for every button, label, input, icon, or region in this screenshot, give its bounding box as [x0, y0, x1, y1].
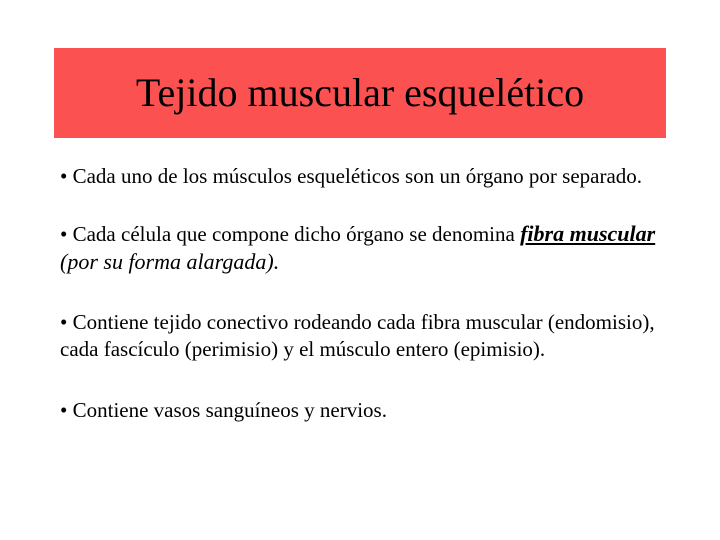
title-banner [54, 48, 666, 138]
bullet-item-2 [60, 220, 660, 276]
bullet-item-3 [60, 309, 660, 363]
bullet-marker: • [60, 310, 68, 334]
bullet-marker: • [60, 398, 68, 422]
bullet-marker: • [60, 164, 68, 188]
bullet-list [60, 163, 660, 454]
bullet-note-2: (por su forma alargada). [60, 249, 280, 274]
bullet-text-4: Contiene vasos sanguíneos y nervios. [72, 398, 387, 422]
bullet-item-4 [60, 397, 660, 424]
bullet-text-2: Cada célula que compone dicho órgano se denomina [72, 222, 521, 246]
fibra-muscular-term: fibra muscular [520, 221, 656, 246]
bullet-item-1 [60, 163, 660, 190]
bullet-text-3: Contiene tejido conectivo rodeando cada fibra muscular (endomisio), cada fascículo (perimisio) y el músculo entero (epimisio). [60, 310, 655, 361]
slide-title: Tejido muscular esquelético [135, 70, 585, 115]
bullet-text-1: Cada uno de los músculos esqueléticos son un órgano por separado. [72, 164, 643, 188]
bullet-marker: • [60, 222, 68, 246]
